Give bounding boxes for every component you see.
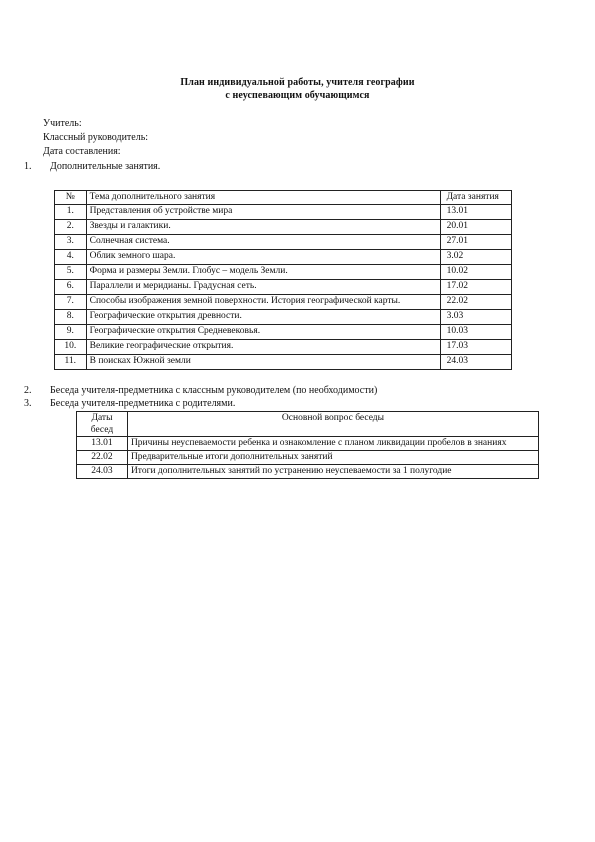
talk-question: Предварительные итоги дополнительных занятий — [127, 451, 538, 465]
table-row — [55, 265, 512, 280]
row-date: 3.03 — [440, 310, 511, 325]
row-topic: В поисках Южной земли — [86, 355, 440, 370]
row-topic: Облик земного шара. — [86, 250, 440, 265]
talks-header-row — [77, 412, 539, 437]
row-date: 17.03 — [440, 340, 511, 355]
talk-date: 24.03 — [77, 465, 128, 479]
section-2-title: Беседа учителя-предметника с классным руководителем (по необходимости) — [50, 385, 378, 396]
row-number: 9. — [55, 325, 87, 340]
row-number: 5. — [55, 265, 87, 280]
row-date: 22.02 — [440, 295, 511, 310]
table-row — [55, 295, 512, 310]
row-date: 27.01 — [440, 235, 511, 250]
section-3-heading — [24, 398, 235, 410]
document-title: План индивидуальной работы, учителя географии — [180, 77, 415, 88]
table-row — [77, 465, 539, 479]
row-number: 8. — [55, 310, 87, 325]
topics-table — [54, 190, 512, 370]
row-number: 10. — [55, 340, 87, 355]
row-number: 6. — [55, 280, 87, 295]
row-date: 17.02 — [440, 280, 511, 295]
teacher-label: Учитель: — [43, 118, 82, 129]
row-date: 24.03 — [440, 355, 511, 370]
row-topic: Параллели и меридианы. Градусная сеть. — [86, 280, 440, 295]
header-number: № — [55, 191, 87, 205]
row-number: 2. — [55, 220, 87, 235]
row-date: 20.01 — [440, 220, 511, 235]
row-topic: Способы изображения земной поверхности. История географической карты. — [86, 295, 440, 310]
row-topic: Солнечная система. — [86, 235, 440, 250]
header-talk-question: Основной вопрос беседы — [127, 412, 538, 437]
row-topic: Географические открытия древности. — [86, 310, 440, 325]
row-topic: Географические открытия Средневековья. — [86, 325, 440, 340]
date-label: Дата составления: — [43, 146, 121, 157]
header-talk-dates: Даты бесед — [77, 412, 128, 437]
talk-question: Причины неуспеваемости ребенка и ознакомление с планом ликвидации пробелов в знаниях — [127, 437, 538, 451]
row-number: 1. — [55, 205, 87, 220]
section-3-number: 3. — [24, 398, 32, 409]
row-number: 4. — [55, 250, 87, 265]
topics-header-row — [55, 191, 512, 205]
table-row — [77, 437, 539, 451]
class-teacher-label: Классный руководитель: — [43, 132, 149, 143]
table-row — [55, 205, 512, 220]
table-row — [55, 220, 512, 235]
row-date: 13.01 — [440, 205, 511, 220]
section-1-number: 1. — [24, 161, 32, 172]
row-number: 7. — [55, 295, 87, 310]
table-row — [55, 310, 512, 325]
talk-date: 22.02 — [77, 451, 128, 465]
row-topic: Звезды и галактики. — [86, 220, 440, 235]
talks-table — [76, 411, 539, 479]
section-1-heading — [24, 161, 160, 173]
row-date: 10.03 — [440, 325, 511, 340]
header-date: Дата занятия — [440, 191, 511, 205]
table-row — [55, 340, 512, 355]
row-number: 11. — [55, 355, 87, 370]
row-date: 10.02 — [440, 265, 511, 280]
section-2-number: 2. — [24, 385, 32, 396]
row-topic: Великие географические открытия. — [86, 340, 440, 355]
header-topic: Тема дополнительного занятия — [86, 191, 440, 205]
row-date: 3.02 — [440, 250, 511, 265]
row-topic: Представления об устройстве мира — [86, 205, 440, 220]
table-row — [55, 250, 512, 265]
table-row — [55, 325, 512, 340]
table-row — [77, 451, 539, 465]
table-row — [55, 235, 512, 250]
talk-question: Итоги дополнительных занятий по устранению неуспеваемости за 1 полугодие — [127, 465, 538, 479]
row-number: 3. — [55, 235, 87, 250]
table-row — [55, 280, 512, 295]
document-subtitle: с неуспевающим обучающимся — [225, 90, 370, 101]
section-2-heading — [24, 385, 377, 397]
section-3-title: Беседа учителя-предметника с родителями. — [50, 398, 236, 409]
talk-date: 13.01 — [77, 437, 128, 451]
row-topic: Форма и размеры Земли. Глобус – модель Земли. — [86, 265, 440, 280]
section-1-title: Дополнительные занятия. — [50, 161, 161, 172]
table-row — [55, 355, 512, 370]
